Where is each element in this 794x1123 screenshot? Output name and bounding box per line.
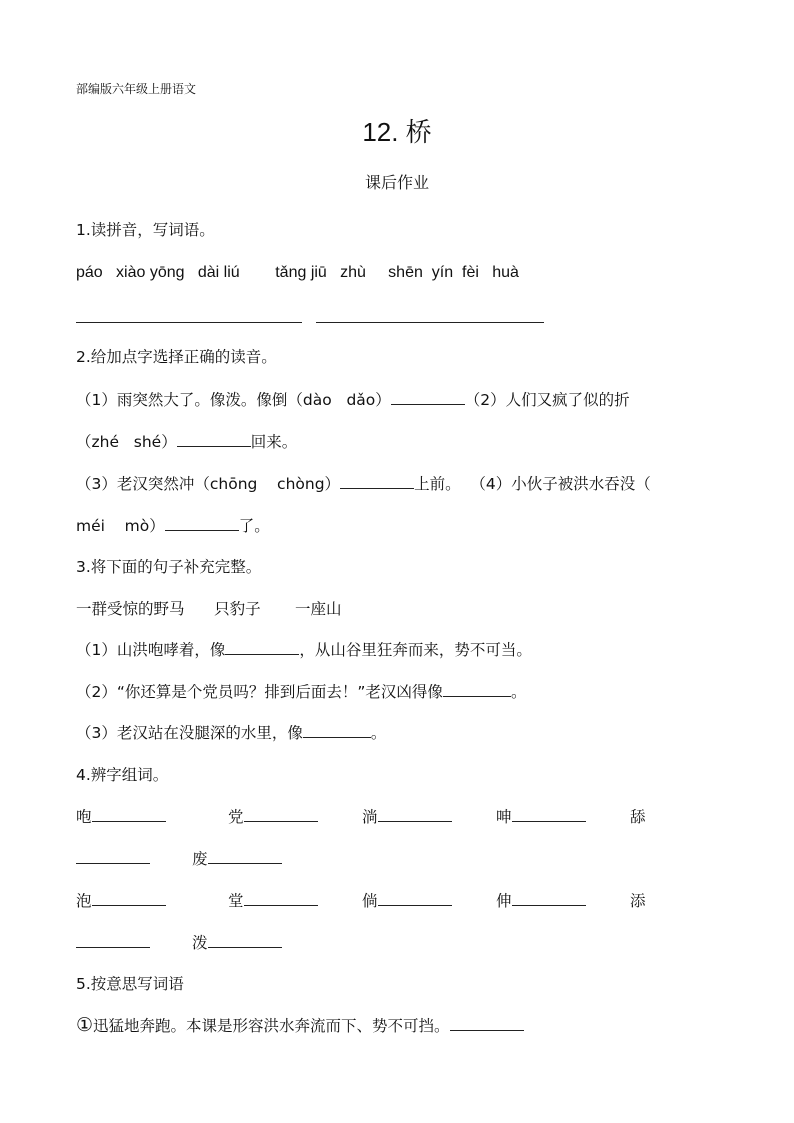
q1-answer-blank-1[interactable] [76,322,302,323]
q5-item1-blank[interactable] [450,1016,524,1031]
q3-options: 一群受惊的野马 只豹子 一座山 [76,600,342,618]
q4-blank[interactable] [512,807,586,822]
q2-item4-options: méi mò） [76,517,165,535]
q1-answer-blank-2[interactable] [316,322,544,323]
q3-s3-blank[interactable] [303,723,371,738]
q4-heading: 4.辨字组词。 [76,766,169,784]
q4-blank[interactable] [208,933,282,948]
q2-line-2 [76,431,297,453]
page-title: 12. 桥 [362,117,432,147]
q3-s2-blank[interactable] [443,682,511,697]
q4-blank[interactable] [244,891,318,906]
q2-heading: 2.给加点字选择正确的读音。 [76,348,277,366]
q4-char: 添 [630,892,646,910]
q4-row-1-wrap [76,848,716,870]
q4-blank[interactable] [208,849,282,864]
q3-s1-tail: ，从山谷里狂奔而来，势不可当。 [299,641,532,659]
q4-char: 呻 [496,808,512,826]
q2-item3-blank[interactable] [340,474,414,489]
q4-char: 废 [192,850,208,868]
q2-line-4 [76,515,270,537]
q4-blank[interactable] [76,933,150,948]
q2-item2-text: （2）人们又疯了似的折 [464,391,630,409]
q4-char: 伸 [496,892,512,910]
q3-s3-tail: 。 [370,724,387,742]
q2-item2-tail: 回来。 [250,433,298,451]
q3-s1-text: （1）山洪咆哮着，像 [76,641,226,659]
q2-item4-tail: 了。 [238,517,270,535]
q4-row-1 [76,806,716,828]
q2-item3-text: （3）老汉突然冲（chōng chòng） [76,475,341,493]
q4-row-2-wrap [76,932,716,954]
header-note: 部编版六年级上册语文 [76,82,197,96]
q4-blank[interactable] [76,849,150,864]
q5-item-1 [76,1014,524,1037]
q1-pinyin-line: páo xiào yōng dài liú tǎng jiū zhù shēn yín fèi huà [76,264,519,281]
q4-char: 党 [228,808,244,826]
q3-s1-blank[interactable] [225,640,299,655]
q2-item1-blank[interactable] [391,390,465,405]
q3-sentence-2 [76,681,526,703]
q4-char: 咆 [76,808,92,826]
q2-item1-text: （1）雨突然大了。像泼。像倒（dào dǎo） [76,391,391,409]
item-number-mark: ① [76,1014,94,1036]
q4-blank[interactable] [92,807,166,822]
q4-blank[interactable] [378,891,452,906]
q3-heading: 3.将下面的句子补充完整。 [76,558,262,576]
q4-char: 舔 [630,808,646,826]
q2-item2-blank[interactable] [177,432,251,447]
q1-heading: 1.读拼音，写词语。 [76,221,215,239]
q5-heading: 5.按意思写词语 [76,975,184,993]
q2-line-1 [76,389,630,411]
q4-blank[interactable] [244,807,318,822]
q2-line-3 [76,473,651,495]
q4-char: 泡 [76,892,92,910]
q3-sentence-3 [76,722,386,744]
q4-char: 倘 [362,892,378,910]
q3-s2-text: （2）“你还算是个党员吗？排到后面去！”老汉凶得像 [76,683,443,701]
q4-blank[interactable] [512,891,586,906]
q4-char: 堂 [228,892,244,910]
q3-sentence-1 [76,639,532,661]
q4-row-2 [76,890,716,912]
q3-s2-tail: 。 [510,683,527,701]
q3-s3-text: （3）老汉站在没腿深的水里，像 [76,724,303,742]
page-subtitle: 课后作业 [364,173,429,192]
q4-blank[interactable] [378,807,452,822]
q2-item2-options: （zhé shé） [76,433,177,451]
q2-item4-text: 上前。 （4）小伙子被洪水吞没（ [414,475,651,493]
q4-char: 泼 [192,934,208,952]
q2-item4-blank[interactable] [165,516,239,531]
q5-item1-text: 迅猛地奔跑。本课是形容洪水奔流而下、势不可挡。 [93,1017,450,1035]
q4-char: 淌 [362,808,378,826]
q4-blank[interactable] [92,891,166,906]
